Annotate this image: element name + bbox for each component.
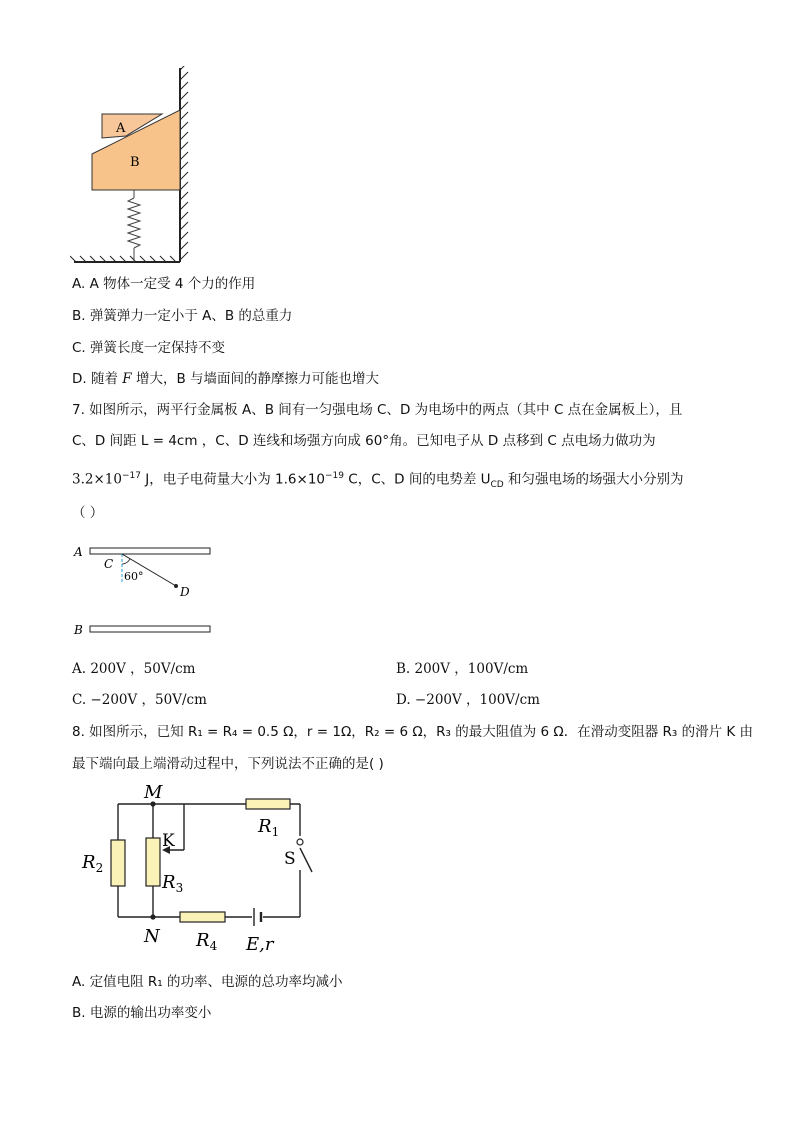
q7-option-c: C. −200V ，50V/cm [72,692,207,708]
source-label-er: E,r [246,934,274,954]
point-label-d: D [180,585,190,599]
q7-stem-line4: （ ） [72,505,104,521]
resistor-label-r2: $R_2$ [82,852,104,875]
q7-stem-line2: C、D 间距 L = 4cm ，C、D 连线和场强方向成 60°角。已知电子从 D 点移到 C 点电场力做功为 [72,433,656,449]
fig1-label-a: A [116,121,126,136]
node-label-m: M [144,782,163,803]
figure-circuit [80,782,330,954]
q6-option-d: D. 随着 F 增大，B 与墙面间的静摩擦力可能也增大 [72,371,379,387]
q6-option-b: B. 弹簧弹力一定小于 A、B 的总重力 [72,308,293,324]
q8-option-a: A. 定值电阻 R₁ 的功率、电源的总功率均减小 [72,974,343,990]
q8-stem-line2: 最下端向最上端滑动过程中，下列说法不正确的是( ) [72,756,384,772]
q8-stem-line1: 8. 如图所示，已知 R₁ = R₄ = 0.5 Ω，r = 1Ω，R₂ = 6 Ω，R₃ 的最大阻值为 6 Ω．在滑动变阻器 R₃ 的滑片 K 由 [72,724,754,740]
q6-option-c: C. 弹簧长度一定保持不变 [72,340,226,356]
q7-stem-line1: 7. 如图所示，两平行金属板 A、B 间有一匀强电场 C、D 为电场中的两点（其中 C 点在金属板上），且 [72,402,683,418]
plate-label-b: B [74,623,83,637]
fig1-label-b: B [130,155,140,170]
figure-blocks-spring [70,66,200,266]
q7-stem-line3: $3.2\times 10^{-17}$ J，电子电荷量大小为 $1.6\times 10^{-19}$ C，C、D 间的电势差 $U_{CD}$ 和匀强电场的场强大小分别为 [72,471,684,491]
q8-option-b: B. 电源的输出功率变小 [72,1005,212,1021]
node-label-n: N [144,926,160,947]
slider-label-k: K [162,831,175,851]
q7-option-b: B. 200V ，100V/cm [396,661,529,677]
q7-option-d: D. −200V ，100V/cm [396,692,540,708]
switch-label-s: S [284,849,296,869]
resistor-label-r3: $R_3$ [162,872,184,895]
plate-label-a: A [74,545,83,559]
figure-parallel-plates [72,540,222,640]
q6-option-a: A. A 物体一定受 4 个力的作用 [72,276,256,292]
point-label-c: C [104,557,114,571]
resistor-label-r4: $R_4$ [196,930,218,953]
resistor-label-r1: $R_1$ [258,816,280,839]
q7-option-a: A. 200V ，50V/cm [72,661,196,677]
angle-label: 60° [124,570,144,583]
